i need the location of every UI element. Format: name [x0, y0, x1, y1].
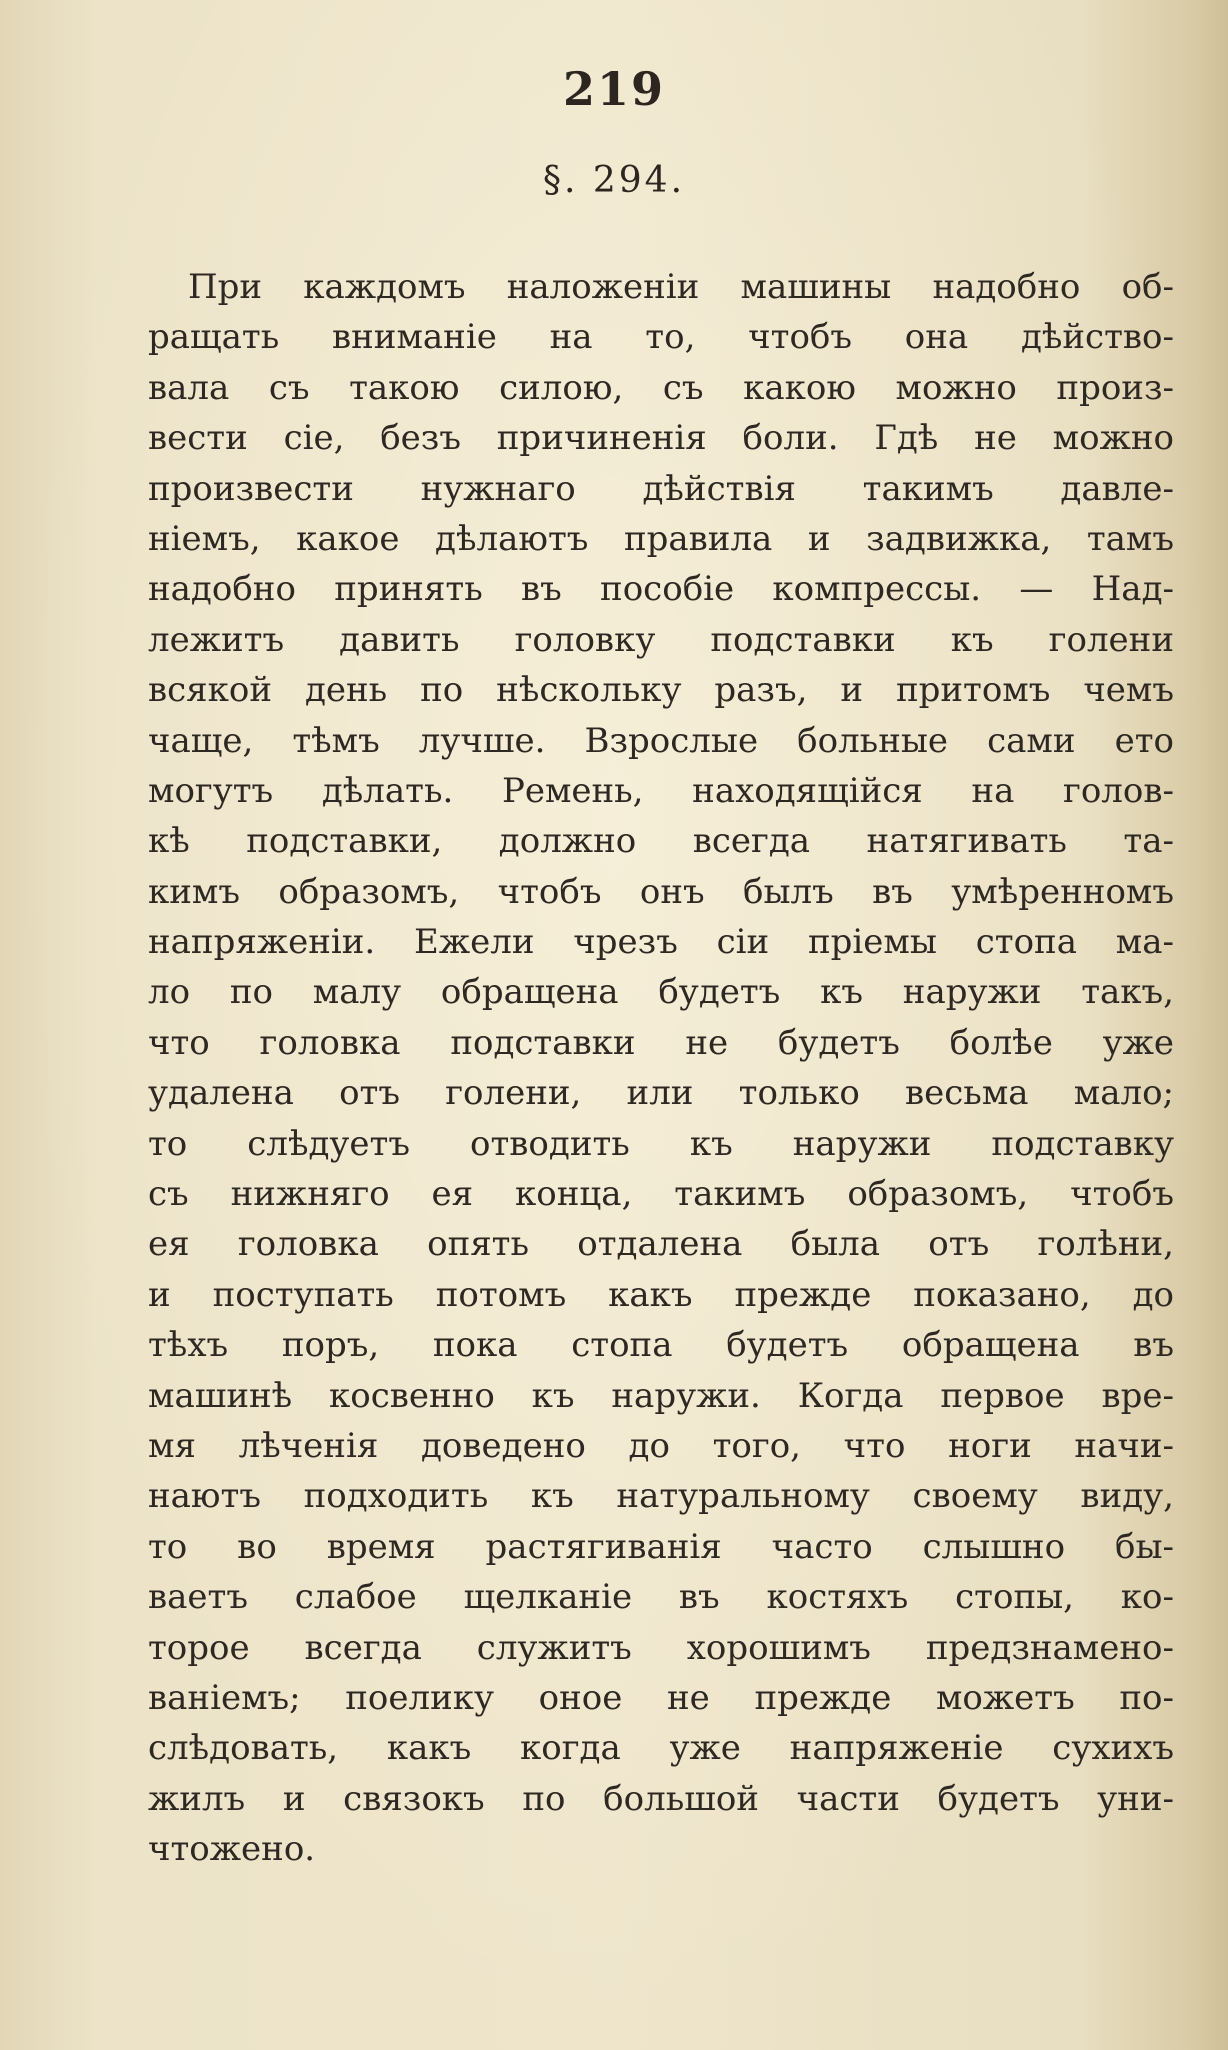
- text-line: торое всегда служитъ хорошимъ предзнамено-: [148, 1627, 1174, 1668]
- text-line: чаще, тѣмъ лучше. Взрослые больные сами ето: [148, 720, 1174, 761]
- text-line: ращать вниманiе на то, чтобъ она дѣйство-: [148, 317, 1174, 358]
- text-line: машинѣ косвенно къ наружи. Когда первое вре-: [148, 1375, 1174, 1416]
- text-line: мя лѣченiя доведено до того, что ноги начи-: [148, 1425, 1174, 1466]
- text-line: съ нижняго ея конца, такимъ образомъ, чтобъ: [148, 1174, 1174, 1215]
- text-line: ло по малу обращена будетъ къ наружи такъ,: [148, 972, 1174, 1013]
- text-line: При каждомъ наложенiи машины надобно об-: [188, 267, 1174, 307]
- text-line: вести сiе, безъ причиненiя боли. Гдѣ не можно: [148, 418, 1174, 459]
- text-line: всякой день по нѣскольку разъ, и притомъ чемъ: [148, 670, 1174, 711]
- text-line: жилъ и связокъ по большой части будетъ уни-: [148, 1778, 1174, 1819]
- text-line: вала съ такою силою, съ какою можно произ-: [148, 367, 1174, 408]
- body-text: [148, 262, 1174, 1875]
- text-line: тѣхъ поръ, пока стопа будетъ обращена въ: [148, 1325, 1174, 1366]
- text-line: нiемъ, какое дѣлаютъ правила и задвижка, тамъ: [148, 518, 1174, 559]
- text-line: лежитъ давить головку подставки къ голени: [148, 619, 1174, 660]
- text-line: чтожено.: [148, 1829, 316, 1870]
- text-line: напряженiи. Ежели чрезъ сiи прiемы стопа ма-: [148, 922, 1174, 963]
- text-line: произвести нужнаго дѣйствiя такимъ давле-: [148, 468, 1174, 509]
- text-line: слѣдовать, какъ когда уже напряженiе сухихъ: [148, 1728, 1174, 1769]
- text-line: ваетъ слабое щелканiе въ костяхъ стопы, ко-: [148, 1577, 1174, 1618]
- page-number: 219: [562, 62, 666, 116]
- text-line: удалена отъ голени, или только весьма мало;: [148, 1073, 1174, 1114]
- text-line: то слѣдуетъ отводить къ наружи подставку: [148, 1123, 1174, 1164]
- text-line: кѣ подставки, должно всегда натягивать та-: [148, 821, 1174, 862]
- text-line: кимъ образомъ, чтобъ онъ былъ въ умѣренномъ: [148, 871, 1174, 912]
- text-line: и поступать потомъ какъ прежде показано, до: [148, 1274, 1174, 1315]
- text-line: то во время растягиванiя часто слышно бы-: [148, 1526, 1174, 1567]
- text-line: наютъ подходить къ натуральному своему виду,: [148, 1476, 1174, 1517]
- text-line: надобно принять въ пособiе компрессы. — Над-: [148, 569, 1174, 610]
- text-line: что головка подставки не будетъ болѣе уже: [148, 1022, 1174, 1063]
- text-line: ея головка опять отдалена была отъ голѣни,: [148, 1224, 1174, 1265]
- text-line: ванiемъ; поелику оное не прежде можетъ по-: [148, 1677, 1174, 1718]
- text-line: могутъ дѣлать. Ремень, находящiйся на голов-: [148, 770, 1174, 811]
- section-heading: §. 294.: [542, 160, 686, 201]
